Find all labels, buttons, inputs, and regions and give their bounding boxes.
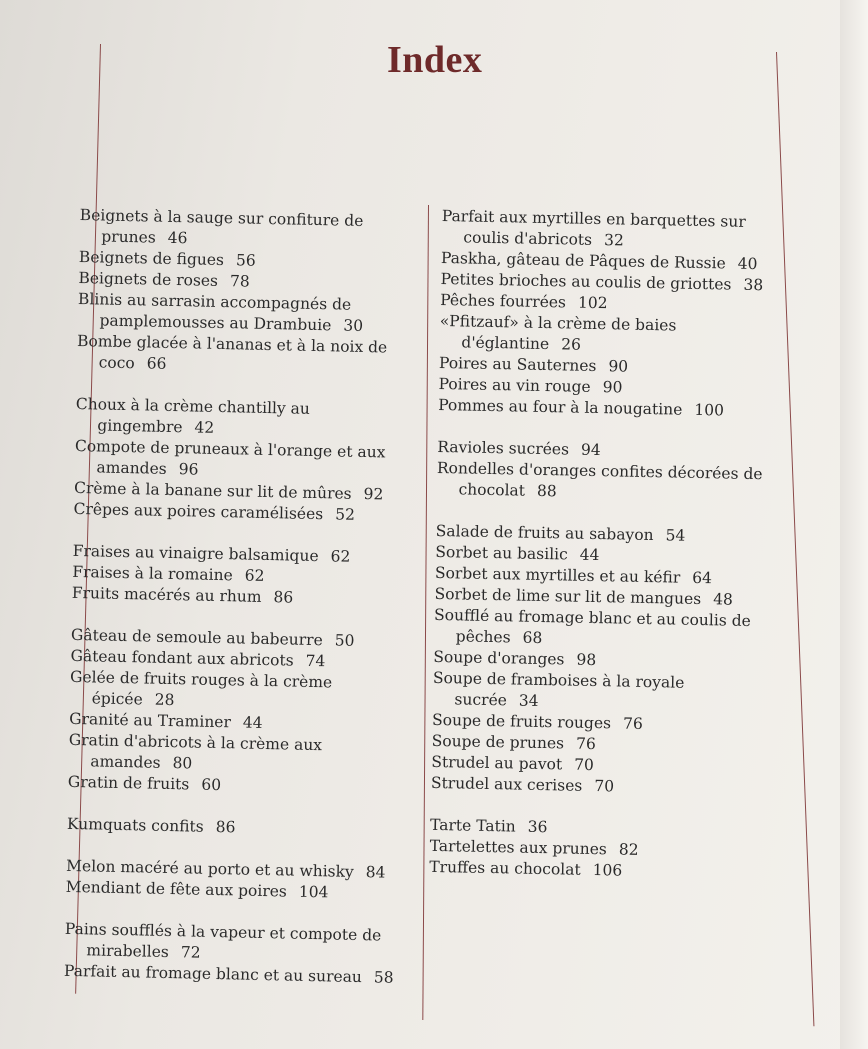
entry-name: Soupe de framboises à la royale sucrée (432, 668, 685, 710)
entry-name: Sorbet aux myrtilles et au kéfir (434, 563, 681, 587)
entry-name: Tarte Tatin (429, 815, 516, 836)
entry-name: Strudel au pavot (431, 752, 563, 774)
entry-page-number: 82 (618, 840, 639, 859)
entry-name: Gratin d'abricots à la crème aux amandes (68, 730, 323, 772)
entry-page-number: 86 (215, 817, 236, 837)
index-entry (75, 394, 411, 443)
entry-name: Choux à la crème chantilly au gingembre (75, 394, 311, 437)
index-entry (432, 668, 773, 717)
entry-page-number: 90 (608, 357, 629, 376)
entry-name: Petites brioches au coulis de griottes (440, 269, 732, 294)
entry-name: Crème à la banane sur lit de mûres (73, 478, 352, 503)
entry-page-number: 62 (244, 566, 265, 585)
entry-name: Fraises à la romaine (72, 562, 233, 585)
entry-name: Granité au Traminer (69, 709, 232, 732)
entry-name: Soupe de fruits rouges (431, 710, 612, 733)
index-letter-group (73, 394, 411, 527)
entry-page-number: 44 (242, 713, 263, 732)
index-entry (76, 331, 412, 380)
entry-page-number: 50 (334, 631, 355, 650)
entry-page-number: 36 (527, 817, 548, 837)
entry-name: Gâteau de semoule au babeurre (70, 625, 323, 650)
entry-name: Blinis au sarrasin accompagnés de pamplemousses au Drambuie (77, 289, 352, 335)
entry-page-number: 44 (579, 545, 600, 565)
index-entry (69, 667, 405, 716)
entry-name: Pêches fourrées (440, 290, 567, 312)
entry-page-number: 106 (592, 861, 623, 880)
entry-name: Mendiant de fête aux poires (65, 877, 288, 901)
entry-page-number: 54 (665, 526, 686, 545)
entry-page-number: 70 (573, 755, 595, 775)
entry-page-number: 74 (305, 651, 326, 671)
entry-page-number: 96 (178, 460, 199, 479)
right-margin-rule (776, 52, 814, 1026)
index-entry (64, 919, 400, 968)
entry-name: Soufflé au fromage blanc et au coulis de pêches (433, 605, 751, 647)
entry-name: Beignets de roses (78, 268, 219, 290)
entry-page-number: 72 (180, 943, 201, 962)
entry-name: Truffes au chocolat (429, 857, 581, 879)
index-entry (439, 311, 780, 360)
entry-page-number: 28 (154, 690, 175, 710)
index-letter-group (438, 206, 782, 422)
entry-page-number: 92 (363, 485, 384, 504)
index-entry (441, 206, 782, 255)
entry-name: Salade de fruits au sabayon (435, 521, 654, 545)
index-letter-group (436, 437, 777, 507)
entry-page-number: 56 (235, 251, 256, 270)
entry-name: Beignets de figues (78, 247, 225, 270)
entry-name: Gâteau fondant aux abricots (70, 646, 294, 670)
entry-name: Soupe d'oranges (433, 647, 565, 669)
entry-name: Soupe de prunes (431, 731, 565, 753)
entry-name: Crêpes aux poires caramélisées (73, 499, 324, 524)
page-edge (840, 0, 868, 1049)
index-letter-group (64, 919, 400, 989)
entry-page-number: 34 (518, 691, 539, 710)
index-entry (74, 436, 410, 485)
index-column-left (63, 205, 415, 1010)
entry-page-number: 78 (229, 272, 250, 291)
entry-name: Rondelles d'oranges confites décorées de chocolat (436, 458, 763, 500)
entry-page-number: 30 (343, 316, 364, 335)
entry-name: Compote de pruneaux à l'orange et aux amandes (74, 436, 386, 478)
entry-name: Parfait aux myrtilles en barquettes sur coulis d'abricots (441, 206, 746, 249)
index-entry (67, 814, 402, 842)
index-letter-group (65, 856, 401, 905)
entry-name: Sorbet au basilic (435, 542, 568, 564)
entry-name: Ravioles sucrées (437, 437, 570, 459)
entry-page-number: 62 (330, 547, 351, 566)
entry-name: Kumquats confits (66, 814, 204, 836)
entry-name: Poires au vin rouge (438, 374, 591, 396)
entry-page-number: 48 (712, 590, 734, 609)
entry-name: Paskha, gâteau de Pâques de Russie (440, 248, 726, 273)
entry-page-number: 76 (575, 734, 597, 754)
entry-page-number: 80 (172, 754, 193, 773)
index-letter-group (76, 205, 414, 380)
entry-page-number: 88 (536, 481, 557, 501)
entry-page-number: 38 (743, 275, 764, 295)
entry-name: Tartelettes aux prunes (429, 836, 608, 859)
index-letter-group (72, 541, 408, 611)
index-entry (79, 205, 415, 254)
index-letter-group (67, 814, 402, 842)
entry-page-number: 46 (167, 228, 188, 248)
entry-page-number: 102 (577, 293, 608, 313)
entry-name: Bombe glacée à l'ananas et à la noix de coco (76, 331, 388, 373)
index-letter-group (429, 815, 770, 885)
entry-page-number: 64 (692, 568, 713, 588)
index-column-right (429, 206, 782, 905)
entry-name: Beignets à la sauge sur confiture de prunes (79, 205, 364, 247)
index-entry (77, 289, 413, 338)
entry-page-number: 104 (298, 882, 329, 902)
entry-page-number: 32 (603, 231, 624, 250)
entry-page-number: 26 (561, 335, 582, 354)
entry-name: Parfait au fromage blanc et au sureau (63, 961, 363, 987)
entry-page-number: 40 (737, 254, 758, 274)
entry-page-number: 90 (602, 378, 623, 397)
index-entry (68, 730, 404, 779)
entry-page-number: 84 (365, 863, 386, 882)
entry-page-number: 76 (622, 714, 643, 733)
index-letter-group (431, 521, 776, 800)
index-entry (436, 458, 777, 507)
entry-name: Fruits macérés au rhum (71, 583, 262, 606)
entry-name: Melon macéré au porto et au whisky (65, 856, 354, 881)
index-entry (434, 605, 775, 654)
page-title: Index (387, 39, 483, 81)
entry-page-number: 66 (146, 354, 167, 373)
entry-name: Sorbet de lime sur lit de mangues (434, 584, 702, 609)
entry-page-number: 68 (522, 628, 543, 648)
entry-page-number: 98 (576, 650, 597, 670)
entry-page-number: 58 (373, 968, 394, 987)
entry-name: Pommes au four à la nougatine (438, 395, 683, 419)
entry-page-number: 60 (201, 775, 222, 795)
entry-name: Gratin de fruits (67, 772, 190, 794)
entry-page-number: 100 (694, 400, 725, 420)
entry-name: Fraises au vinaigre balsamique (72, 541, 319, 566)
entry-name: «Pfitzauf» à la crème de baies d'églantine (439, 311, 677, 354)
entry-page-number: 70 (594, 777, 615, 796)
entry-page-number: 42 (194, 418, 215, 437)
entry-name: Gelée de fruits rouges à la crème épicée (69, 667, 333, 709)
entry-name: Pains soufflés à la vapeur et compote de mirabelles (64, 919, 382, 962)
entry-name: Strudel aux cerises (430, 773, 583, 795)
entry-name: Poires au Sauternes (438, 353, 597, 375)
entry-page-number: 86 (273, 588, 294, 607)
index-letter-group (68, 625, 406, 800)
entry-page-number: 52 (334, 505, 356, 524)
entry-page-number: 94 (580, 440, 601, 460)
